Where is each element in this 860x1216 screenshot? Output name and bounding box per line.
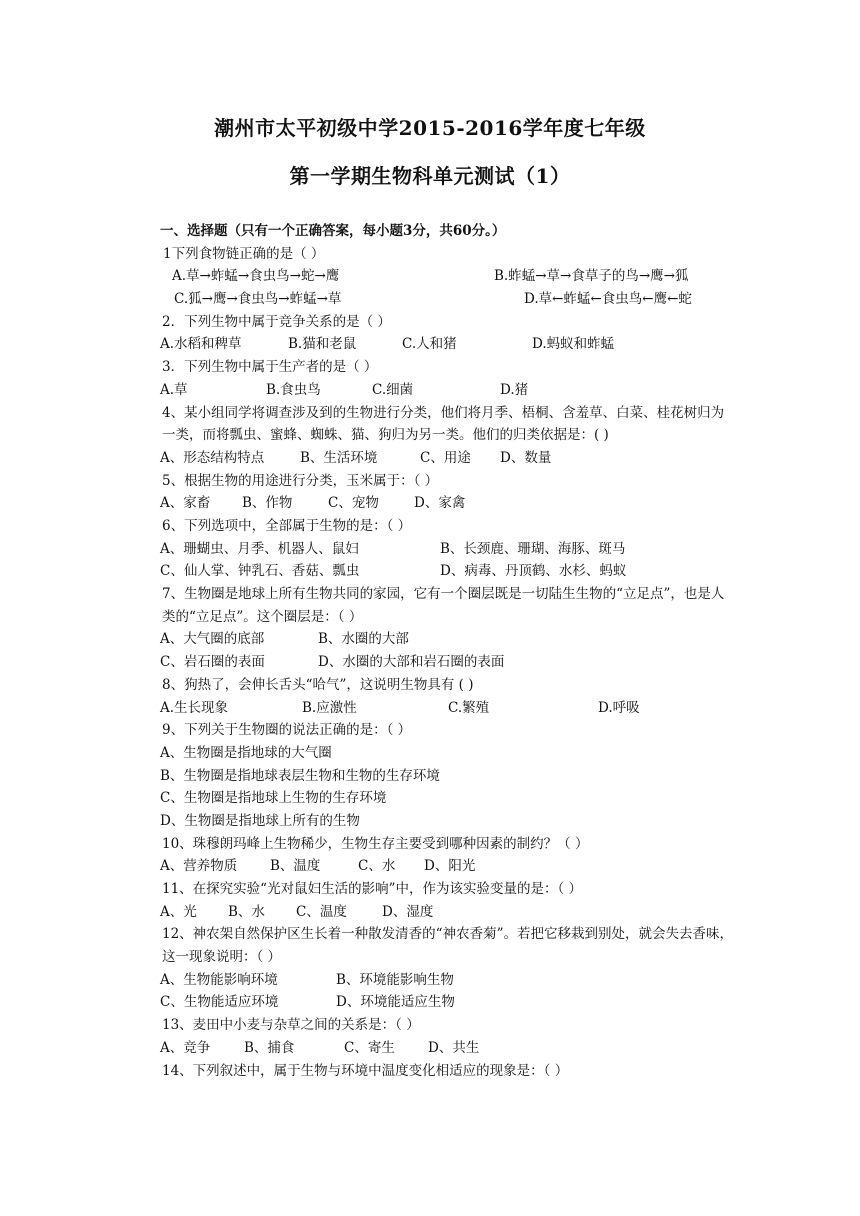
question-2-option-d: D.蚂蚁和蚱蜢 xyxy=(532,336,615,353)
question-13-option-c: C、寄生 xyxy=(344,1039,395,1056)
question-13-option-d: D、共生 xyxy=(428,1039,480,1056)
question-2-options xyxy=(160,333,734,356)
question-4-option-a: A、形态结构特点 xyxy=(160,449,265,466)
question-8-option-b: B.应激性 xyxy=(302,699,357,716)
question-2-option-c: C.人和猪 xyxy=(402,336,457,353)
question-7-options-row1 xyxy=(160,628,734,651)
question-10-option-c: C、水 xyxy=(358,858,396,875)
question-7-option-c: C、岩石圈的表面 xyxy=(160,654,265,671)
question-6-stem: 6、下列选项中，全部属于生物的是：（ ） xyxy=(162,517,412,534)
question-12-stem: 12、神农架自然保护区生长着一种散发清香的“神农香菊”。若把它移栽到别处，就会失去香味，这一现象说明：（ ） xyxy=(162,926,733,966)
question-7-option-b: B、水圈的大部 xyxy=(318,631,409,648)
question-9-option-c: C、生物圈是指地球上生物的生存环境 xyxy=(160,790,387,807)
question-12-option-a: A、生物能影响环境 xyxy=(160,971,278,988)
question-4-options xyxy=(160,447,734,470)
question-7-stem: 7、生物圈是地球上所有生物共同的家园，它有一个圈层既是一切陆生生物的“立足点”，也是人类的“立足点”。这个圈层是：（ ） xyxy=(162,586,725,625)
question-3-option-d: D.猪 xyxy=(500,381,529,398)
question-10-stem: 10、珠穆朗玛峰上生物稀少，生物生存主要受到哪种因素的制约？（ ） xyxy=(162,835,589,852)
question-2-stem: 2．下列生物中属于竞争关系的是（ ） xyxy=(162,313,391,330)
question-12-option-b: B、环境能影响生物 xyxy=(336,971,454,988)
question-3-option-c: C.细菌 xyxy=(372,381,414,398)
question-5-options xyxy=(160,492,734,515)
question-1-options-row2 xyxy=(160,288,734,311)
question-2-option-b: B.猫和老鼠 xyxy=(288,336,357,353)
question-2-option-a: A.水稻和稗草 xyxy=(160,336,242,353)
question-6-option-c: C、仙人掌、钟乳石、香菇、瓢虫 xyxy=(160,563,360,580)
question-7-option-a: A、大气圈的底部 xyxy=(160,631,265,648)
question-12-option-d: D、环境能适应生物 xyxy=(336,994,455,1011)
question-11-option-b: B、水 xyxy=(228,903,265,920)
question-8-options xyxy=(160,697,734,720)
question-6-option-b: B、长颈鹿、珊瑚、海豚、斑马 xyxy=(440,540,626,557)
question-6-options-row1 xyxy=(160,538,734,561)
question-1-option-d: D.草←蚱蜢←食虫鸟←鹰←蛇 xyxy=(524,291,692,308)
question-3-option-b: B.食虫鸟 xyxy=(266,381,321,398)
question-4-stem: 4、某小组同学将调查涉及到的生物进行分类，他们将月季、梧桐、含羞草、白菜、桂花树归为一类，而将瓢虫、蜜蜂、蜘蛛、猫、狗归为另一类。他们的归类依据是：( ) xyxy=(162,404,725,444)
question-5-option-d: D、家禽 xyxy=(414,495,466,512)
question-1-option-a: A.草→蚱蜢→食虫鸟→蛇→鹰 xyxy=(172,268,340,285)
question-5-option-c: C、宠物 xyxy=(328,495,379,512)
exam-title-line1: 潮州市太平初级中学2015-2016学年度七年级 xyxy=(214,116,646,140)
exam-content xyxy=(160,220,734,1082)
question-4-option-b: B、生活环境 xyxy=(300,449,378,466)
question-13-option-a: A、竞争 xyxy=(160,1039,211,1056)
question-12-option-c: C、生物能适应环境 xyxy=(160,994,279,1011)
question-11-option-d: D、湿度 xyxy=(382,903,434,920)
question-13-option-b: B、捕食 xyxy=(244,1039,295,1056)
question-8-stem: 8、狗热了，会伸长舌头“哈气”，这说明生物具有 ( ) xyxy=(162,676,474,693)
question-11-option-c: C、温度 xyxy=(296,903,347,920)
question-11-option-a: A、光 xyxy=(160,903,197,920)
question-10-option-a: A、营养物质 xyxy=(160,858,238,875)
question-12-options-row1 xyxy=(160,969,734,992)
question-1-option-c: C.狐→鹰→食虫鸟→蚱蜢→草 xyxy=(174,291,342,308)
question-3-options xyxy=(160,379,734,402)
question-7-options-row2 xyxy=(160,651,734,674)
exam-title-line2: 第一学期生物科单元测试（1） xyxy=(289,164,571,188)
question-4-option-c: C、用途 xyxy=(420,449,471,466)
question-9-option-b: B、生物圈是指地球表层生物和生物的生存环境 xyxy=(160,767,440,784)
question-7-option-d: D、水圈的大部和岩石圈的表面 xyxy=(318,654,505,671)
section-heading: 一、选择题（只有一个正确答案，每小题3分，共60分。） xyxy=(160,223,506,239)
question-10-option-d: D、阳光 xyxy=(424,858,476,875)
question-5-stem: 5、根据生物的用途进行分类，玉米属于：（ ） xyxy=(162,472,439,489)
question-5-option-a: A、家畜 xyxy=(160,495,211,512)
question-10-option-b: B、温度 xyxy=(270,858,321,875)
question-6-option-d: D、病毒、丹顶鹤、水杉、蚂蚁 xyxy=(440,563,627,580)
question-3-option-a: A.草 xyxy=(160,381,188,398)
question-12-options-row2 xyxy=(160,991,734,1014)
question-9-option-a: A、生物圈是指地球的大气圈 xyxy=(160,744,332,761)
question-13-options xyxy=(160,1037,734,1060)
question-9-stem: 9、下列关于生物圈的说法正确的是：（ ） xyxy=(162,722,412,739)
question-1-stem: 1下列食物链正确的是（ ） xyxy=(163,245,325,262)
question-1-option-b: B.蚱蜢→草→食草子的鸟→鹰→狐 xyxy=(494,268,689,285)
question-8-option-d: D.呼吸 xyxy=(598,699,640,716)
question-4-option-d: D、数量 xyxy=(500,449,552,466)
question-8-option-c: C.繁殖 xyxy=(448,699,490,716)
question-8-option-a: A.生长现象 xyxy=(160,699,229,716)
question-11-options xyxy=(160,901,734,924)
question-3-stem: 3．下列生物中属于生产者的是（ ） xyxy=(162,359,378,376)
question-13-stem: 13、麦田中小麦与杂草之间的关系是：（ ） xyxy=(162,1017,420,1034)
question-9-option-d: D、生物圈是指地球上所有的生物 xyxy=(160,812,360,829)
question-5-option-b: B、作物 xyxy=(242,495,293,512)
question-14-stem: 14、下列叙述中，属于生物与环境中温度变化相适应的现象是：（ ） xyxy=(162,1062,569,1079)
question-10-options xyxy=(160,855,734,878)
question-11-stem: 11、在探究实验“光对鼠妇生活的影响”中，作为该实验变量的是：（ ） xyxy=(162,881,583,897)
question-6-option-a: A、珊蝴虫、月季、机器人、鼠妇 xyxy=(160,540,359,557)
question-6-options-row2 xyxy=(160,560,734,583)
question-1-options-row1 xyxy=(160,265,734,288)
